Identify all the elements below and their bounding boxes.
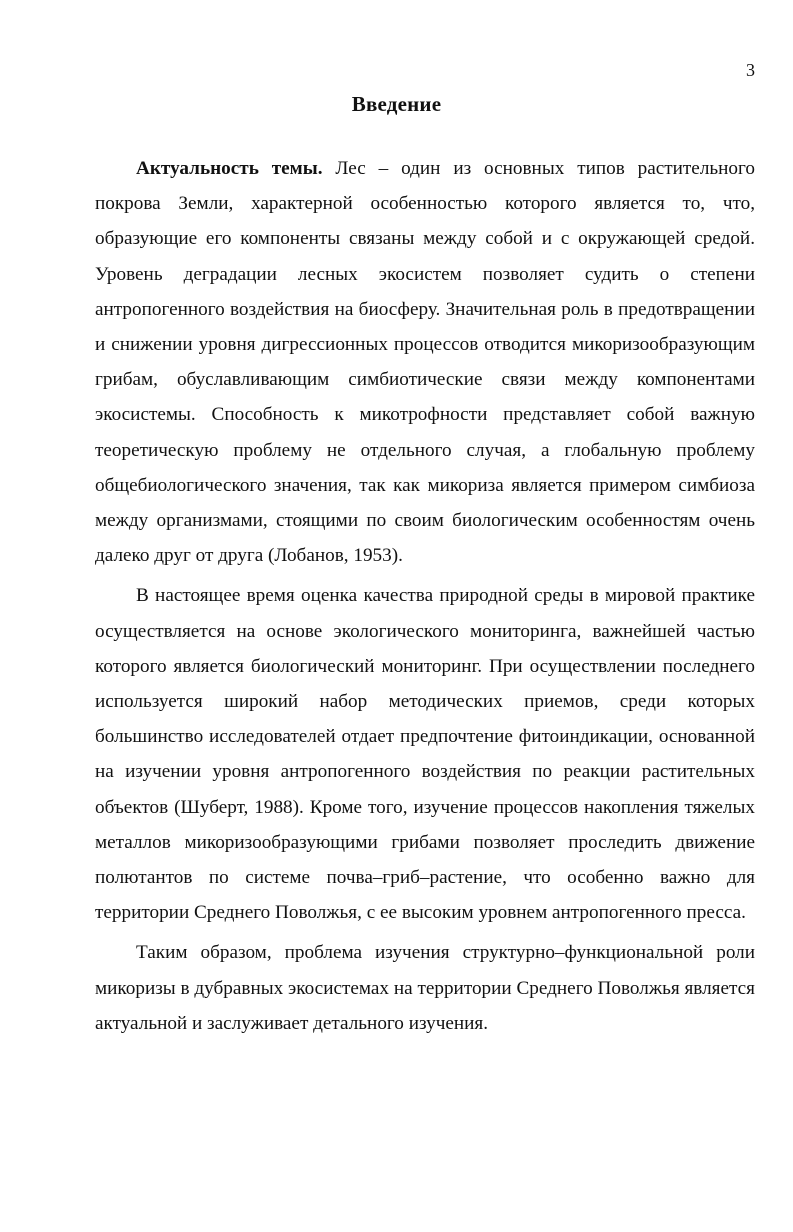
paragraph-text: Таким образом, проблема изучения структурно–функциональной роли микоризы в дубравных экосистемах на территории Среднего Поволжья является актуальной и заслуживает детального изучения. (95, 942, 755, 1034)
document-body (95, 151, 755, 1046)
paragraph-conclusion (95, 935, 755, 1041)
page-number: 3 (746, 60, 755, 80)
paragraph-text: Лес – один из основных типов растительного покрова Земли, характерной особенностью которого является то, что, образующие его компоненты связаны между собой и с окружающей средой. Уровень деградации лесных экосистем позволяет судить о степени антропогенного воздействия на биосферу. Значительная роль в предотвращении и снижении уровня дигрессионных процессов отводится микоризообразующим грибам, обуславливающим симбиотические связи между компонентами экосистемы. Способность к микотрофности представляет собой важную теоретическую проблему не отдельного случая, а глобальную проблему общебиологического значения, так как микориза является примером симбиоза между организмами, стоящими по своим биологическим особенностям очень далеко друг от друга (Лобанов, 1953). (95, 158, 755, 567)
paragraph-lead: Актуальность темы. (136, 158, 323, 179)
paragraph-relevance (95, 151, 755, 573)
paragraph-text: В настоящее время оценка качества природной среды в мировой практике осуществляется на основе экологического мониторинга, важнейшей частью которого является биологический мониторинг. При осуществлении последнего используется широкий набор методических приемов, среди которых большинство исследователей отдает предпочтение фитоиндикации, основанной на изучении уровня антропогенного воздействия по реакции растительных объектов (Шуберт, 1988). Кроме того, изучение процессов накопления тяжелых металлов микоризообразующими грибами позволяет проследить движение полютантов по системе почва–гриб–растение, что особенно важно для территории Среднего Поволжья, с ее высоким уровнем антропогенного пресса. (95, 585, 755, 924)
page-title: Введение (351, 92, 442, 116)
paragraph-monitoring (95, 578, 755, 930)
